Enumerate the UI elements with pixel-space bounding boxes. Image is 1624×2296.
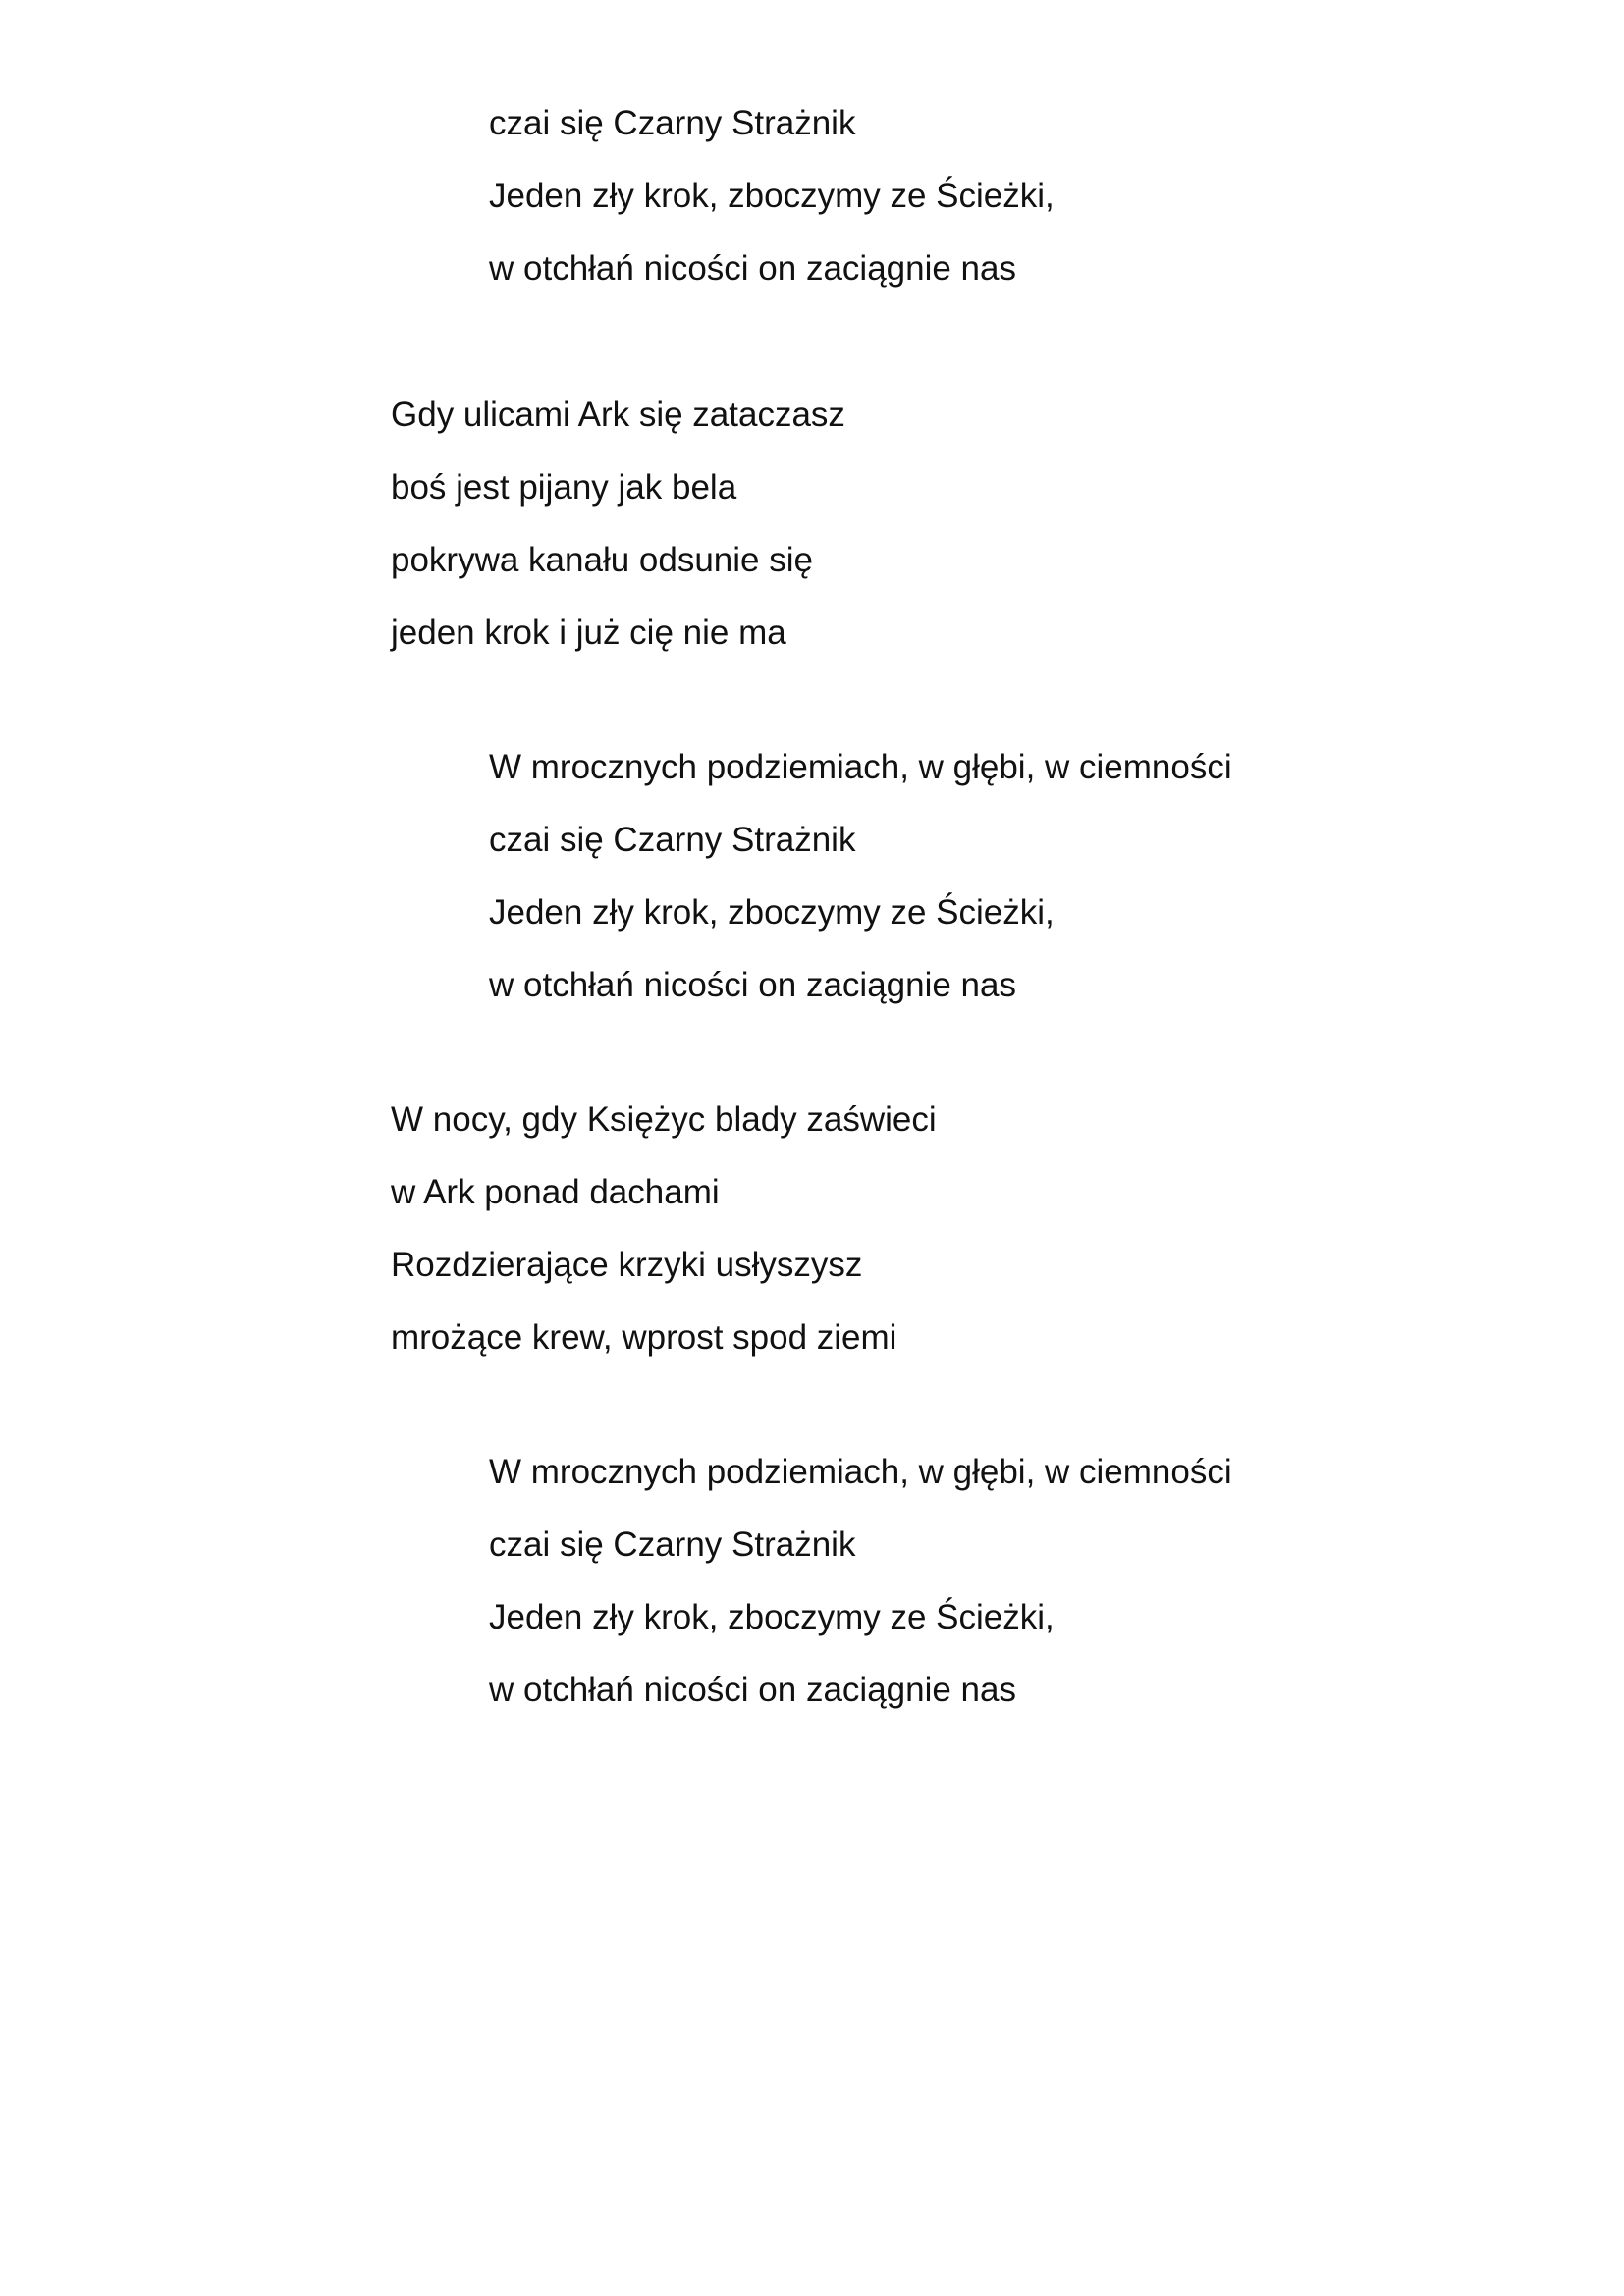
chorus-line: czai się Czarny Strażnik	[489, 104, 856, 142]
verse-line: mrożące krew, wprost spod ziemi	[391, 1318, 897, 1357]
verse-line: W nocy, gdy Księżyc blady zaświeci	[391, 1100, 937, 1139]
chorus-line: W mrocznych podziemiach, w głębi, w ciemności	[489, 1453, 1232, 1491]
chorus-line: czai się Czarny Strażnik	[489, 821, 856, 859]
chorus-line: w otchłań nicości on zaciągnie nas	[489, 249, 1016, 288]
verse-line: boś jest pijany jak bela	[391, 468, 737, 507]
chorus-line: Jeden zły krok, zboczymy ze Ścieżki,	[489, 893, 1055, 932]
verse-line: jeden krok i już cię nie ma	[391, 614, 786, 652]
chorus-line: W mrocznych podziemiach, w głębi, w ciemności	[489, 748, 1232, 786]
chorus-line: Jeden zły krok, zboczymy ze Ścieżki,	[489, 1598, 1055, 1636]
chorus-line: czai się Czarny Strażnik	[489, 1525, 856, 1564]
verse-line: pokrywa kanału odsunie się	[391, 541, 813, 579]
chorus-line: Jeden zły krok, zboczymy ze Ścieżki,	[489, 177, 1055, 215]
verse-line: Rozdzierające krzyki usłyszysz	[391, 1246, 863, 1284]
verse-line: w Ark ponad dachami	[391, 1173, 720, 1211]
chorus-line: w otchłań nicości on zaciągnie nas	[489, 966, 1016, 1004]
verse-line: Gdy ulicami Ark się zataczasz	[391, 396, 845, 434]
chorus-line: w otchłań nicości on zaciągnie nas	[489, 1671, 1016, 1709]
